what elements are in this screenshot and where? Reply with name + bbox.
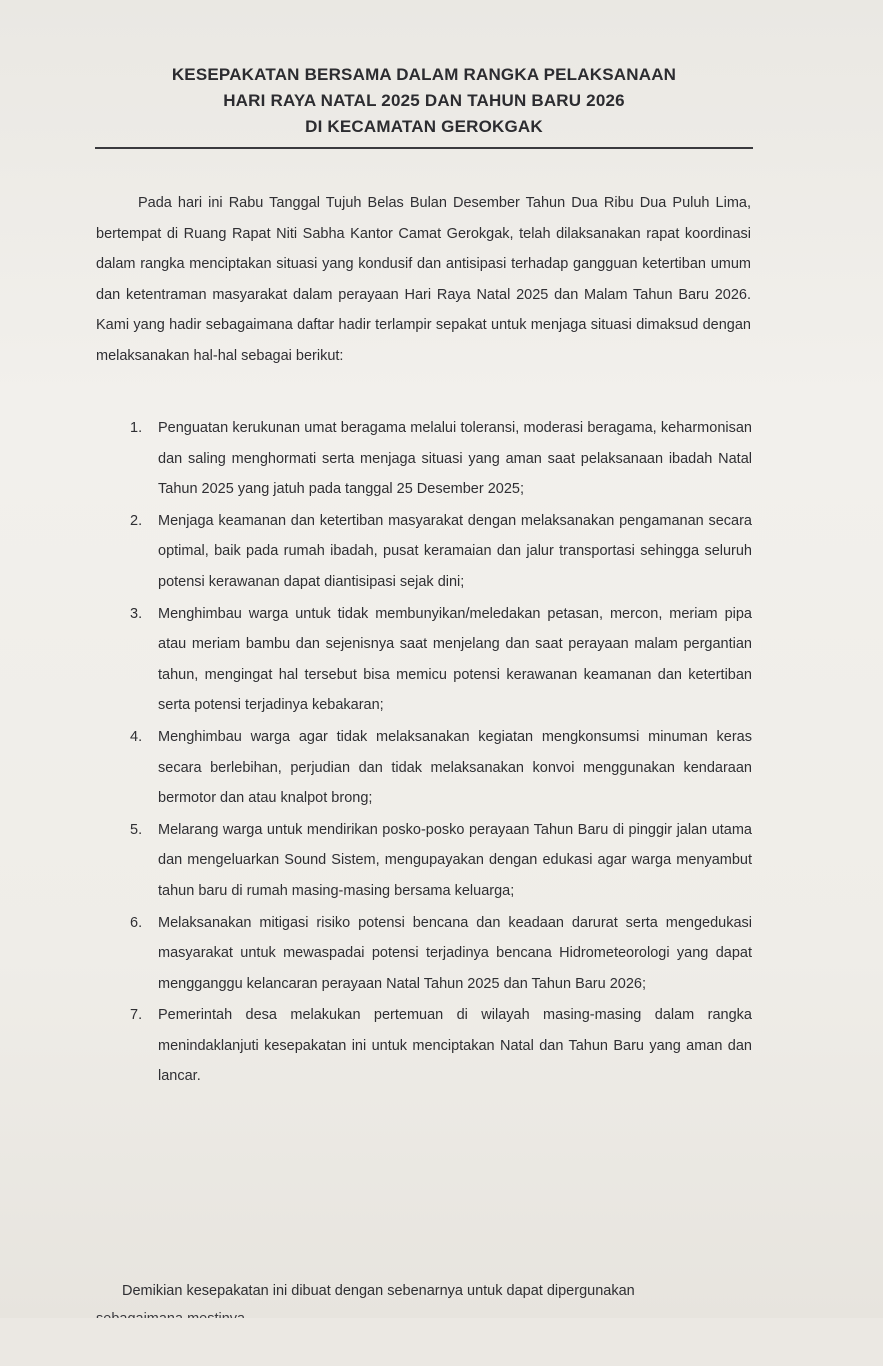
list-item-text: Pemerintah desa melakukan pertemuan di wilayah masing-masing dalam rangka menindaklanjuti kesepakatan ini untuk menciptakan Natal dan Tahun Baru yang aman dan lancar. <box>158 1007 752 1085</box>
list-item-number: 1. <box>130 420 143 436</box>
list-item-text: Menjaga keamanan dan ketertiban masyarakat dengan melaksanakan pengamanan secara optimal, baik pada rumah ibadah, pusat keramaian dan jalur transportasi sehingga seluruh potensi kerawanan dapat diantisipasi sejak dini; <box>158 512 752 590</box>
closing-paragraph: Demikian kesepakatan ini dibuat dengan sebenarnya untuk dapat dipergunakan <box>122 1283 635 1299</box>
list-item <box>130 1000 752 1092</box>
list-item-number: 2. <box>130 512 143 529</box>
list-item <box>130 908 752 1000</box>
document-title <box>95 62 753 140</box>
list-item-number: 4. <box>130 728 143 745</box>
list-item-text: Melarang warga untuk mendirikan posko-posko perayaan Tahun Baru di pinggir jalan utama dan mengeluarkan Sound Sistem, mengupayakan dengan edukasi agar warga menyambut tahun baru di rumah masing-masing bersama keluarga; <box>158 821 752 899</box>
list-item-text: Menghimbau warga untuk tidak membunyikan/meledakan petasan, mercon, meriam pipa atau meriam bambu dan sejenisnya saat menjelang dan saat perayaan malam pergantian tahun, mengingat hal tersebut bisa memicu potensi kerawanan keamanan dan ketertiban serta potensi terjadinya kebakaran; <box>158 605 752 714</box>
page-bottom-margin <box>0 1318 883 1366</box>
list-item-text: Menghimbau warga agar tidak melaksanakan kegiatan mengkonsumsi minuman keras secara berlebihan, perjudian dan tidak melaksanakan konvoi menggunakan kendaraan bermotor dan atau knalpot brong; <box>158 728 752 807</box>
list-item-number: 3. <box>130 605 143 622</box>
list-item <box>130 815 752 907</box>
list-item <box>130 599 752 721</box>
title-line-1: KESEPAKATAN BERSAMA DALAM RANGKA PELAKSANAAN <box>171 65 677 84</box>
list-item-number: 5. <box>130 821 143 838</box>
title-line-2: HARI RAYA NATAL 2025 DAN TAHUN BARU 2026 <box>223 91 625 110</box>
title-line-3: DI KECAMATAN GEROKGAK <box>305 117 543 136</box>
agreement-list <box>130 413 752 1093</box>
list-item-number: 6. <box>130 914 143 931</box>
list-item <box>130 722 752 814</box>
list-item <box>130 413 752 505</box>
list-item-text: Melaksanakan mitigasi risiko potensi bencana dan keadaan darurat serta mengedukasi masyarakat untuk mewaspadai potensi terjadinya bencana Hidrometeorologi yang dapat mengganggu kelancaran perayaan Natal Tahun 2025 dan Tahun Baru 2026; <box>158 914 752 992</box>
intro-paragraph: Pada hari ini Rabu Tanggal Tujuh Belas Bulan Desember Tahun Dua Ribu Dua Puluh Lima, bertempat di Ruang Rapat Niti Sabha Kantor Camat Gerokgak, telah dilaksanakan rapat koordinasi dalam rangka menciptakan situasi yang kondusif dan antisipasi terhadap gangguan ketertiban umum dan ketentraman masyarakat dalam perayaan Hari Raya Natal 2025 dan Malam Tahun Baru 2026. Kami yang hadir sebagaimana daftar hadir terlampir sepakat untuk menjaga situasi dimaksud dengan melaksanakan hal-hal sebagai berikut: <box>96 195 751 364</box>
title-underline <box>95 147 753 149</box>
list-item-number: 7. <box>130 1007 143 1024</box>
list-item-text: Penguatan kerukunan umat beragama melalui toleransi, moderasi beragama, keharmonisan dan saling menghormati serta menjaga situasi yang aman saat pelaksanaan ibadah Natal Tahun 2025 yang jatuh pada tanggal 25 Desember 2025; <box>158 420 752 498</box>
list-item <box>130 506 752 598</box>
closing-paragraph-continuation <box>96 1304 245 1317</box>
